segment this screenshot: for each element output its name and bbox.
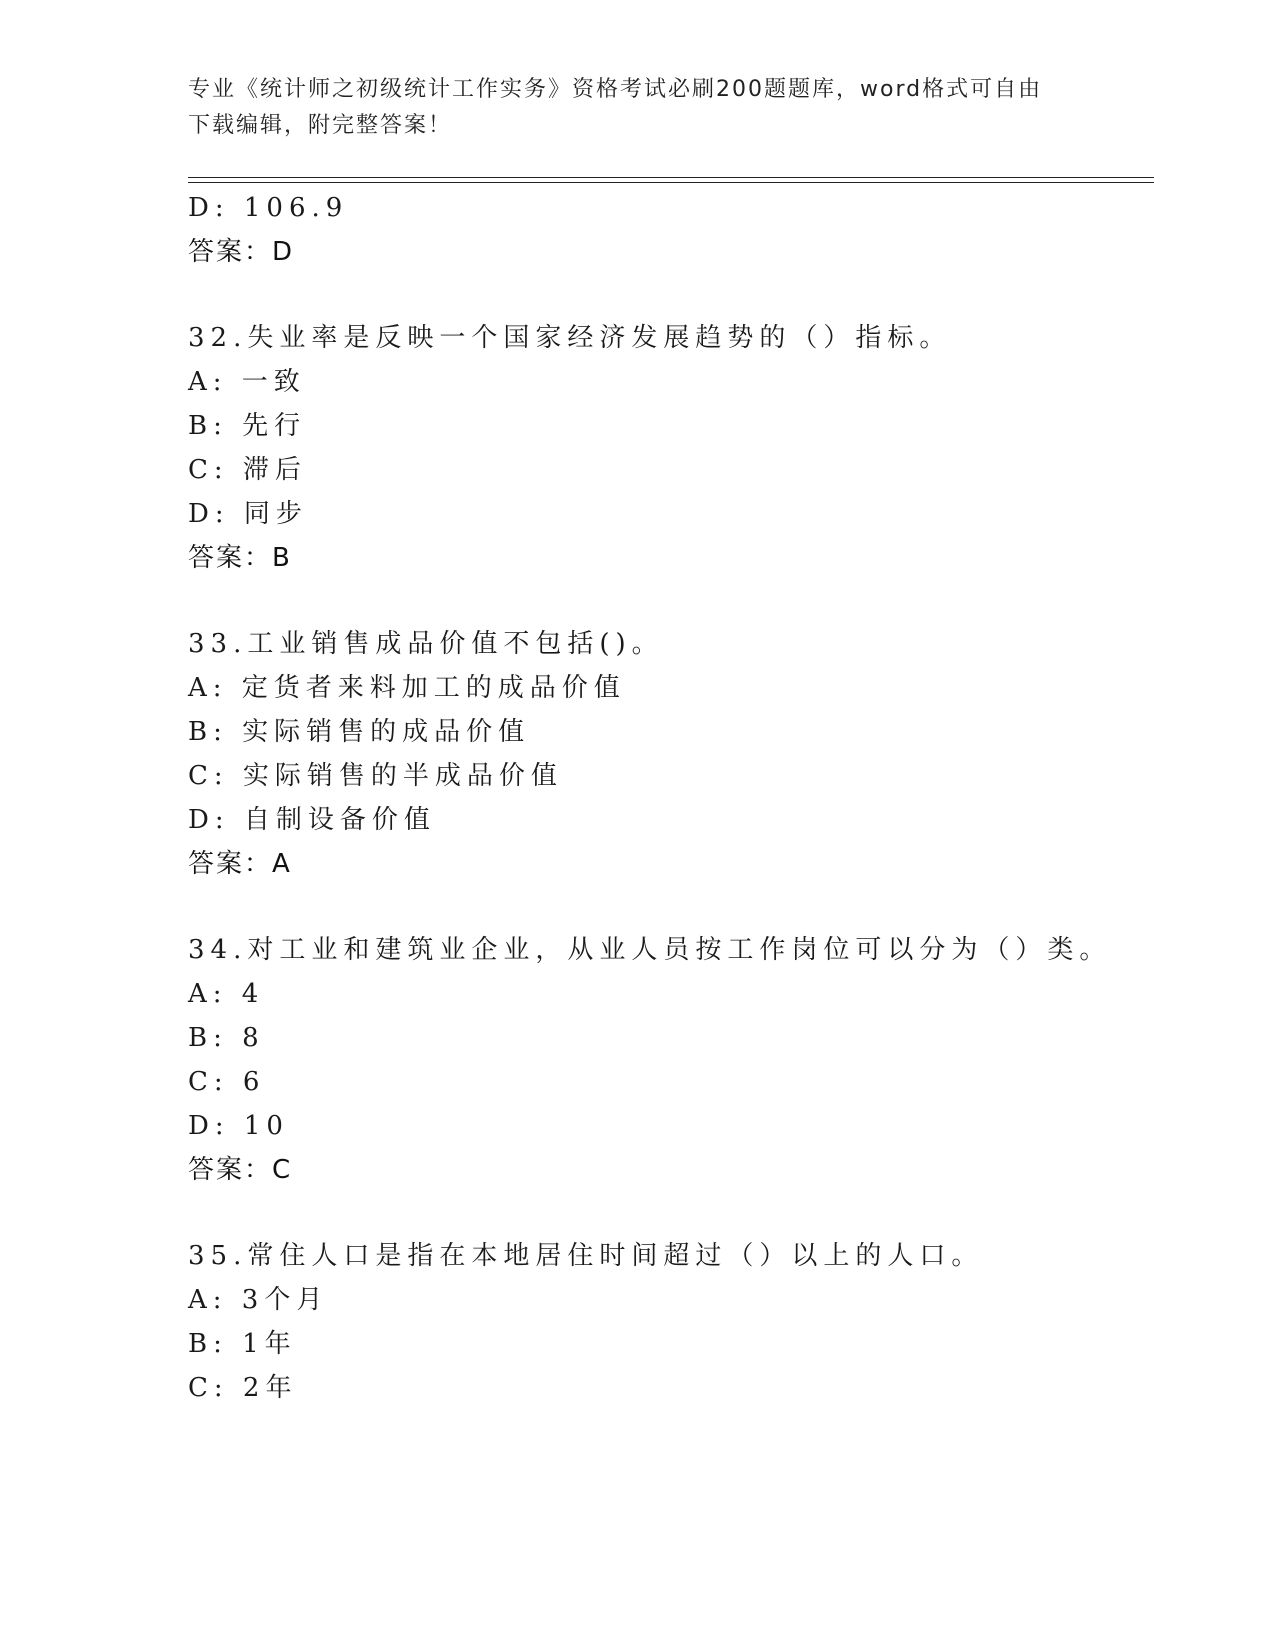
question-33-option-a: A: 定货者来料加工的成品价值 (188, 673, 626, 703)
question-35-option-a: A: 3个月 (188, 1285, 329, 1315)
header-line-2: 下载编辑，附完整答案！ (188, 113, 453, 138)
question-32-option-d: D: 同步 (188, 499, 308, 529)
question-33-option-c: C: 实际销售的半成品价值 (188, 761, 563, 791)
question-34-option-d: D: 10 (188, 1111, 289, 1141)
answer-line: 答案：D (188, 237, 295, 267)
question-32-option-c: C: 滞后 (188, 455, 307, 485)
question-33-stem: 33.工业销售成品价值不包括()。 (188, 629, 664, 659)
header-divider-top (188, 177, 1154, 178)
question-33-option-b: B: 实际销售的成品价值 (188, 717, 531, 747)
question-32-option-a: A: 一致 (188, 367, 306, 397)
question-34-option-b: B: 8 (188, 1023, 265, 1053)
document-header (188, 72, 1068, 144)
question-33-option-d: D: 自制设备价值 (188, 805, 436, 835)
header-line-1: 专业《统计师之初级统计工作实务》资格考试必刷200题题库，word格式可自由 (188, 77, 1043, 102)
question-35-option-c: C: 2年 (188, 1373, 298, 1403)
question-34-option-c: C: 6 (188, 1067, 266, 1097)
option-d: D: 106.9 (188, 193, 349, 223)
question-35-option-b: B: 1年 (188, 1329, 297, 1359)
question-34-option-a: A: 4 (188, 979, 265, 1009)
question-34-answer: 答案：C (188, 1155, 293, 1185)
question-33-answer: 答案：A (188, 849, 292, 879)
question-32-stem: 32.失业率是反映一个国家经济发展趋势的（）指标。 (188, 323, 952, 353)
question-32-option-b: B: 先行 (188, 411, 307, 441)
question-32-answer: 答案：B (188, 543, 292, 573)
question-35-stem: 35.常住人口是指在本地居住时间超过（）以上的人口。 (188, 1241, 984, 1271)
question-34-stem: 34.对工业和建筑业企业，从业人员按工作岗位可以分为（）类。 (188, 935, 1112, 965)
header-divider-bottom (188, 182, 1154, 183)
